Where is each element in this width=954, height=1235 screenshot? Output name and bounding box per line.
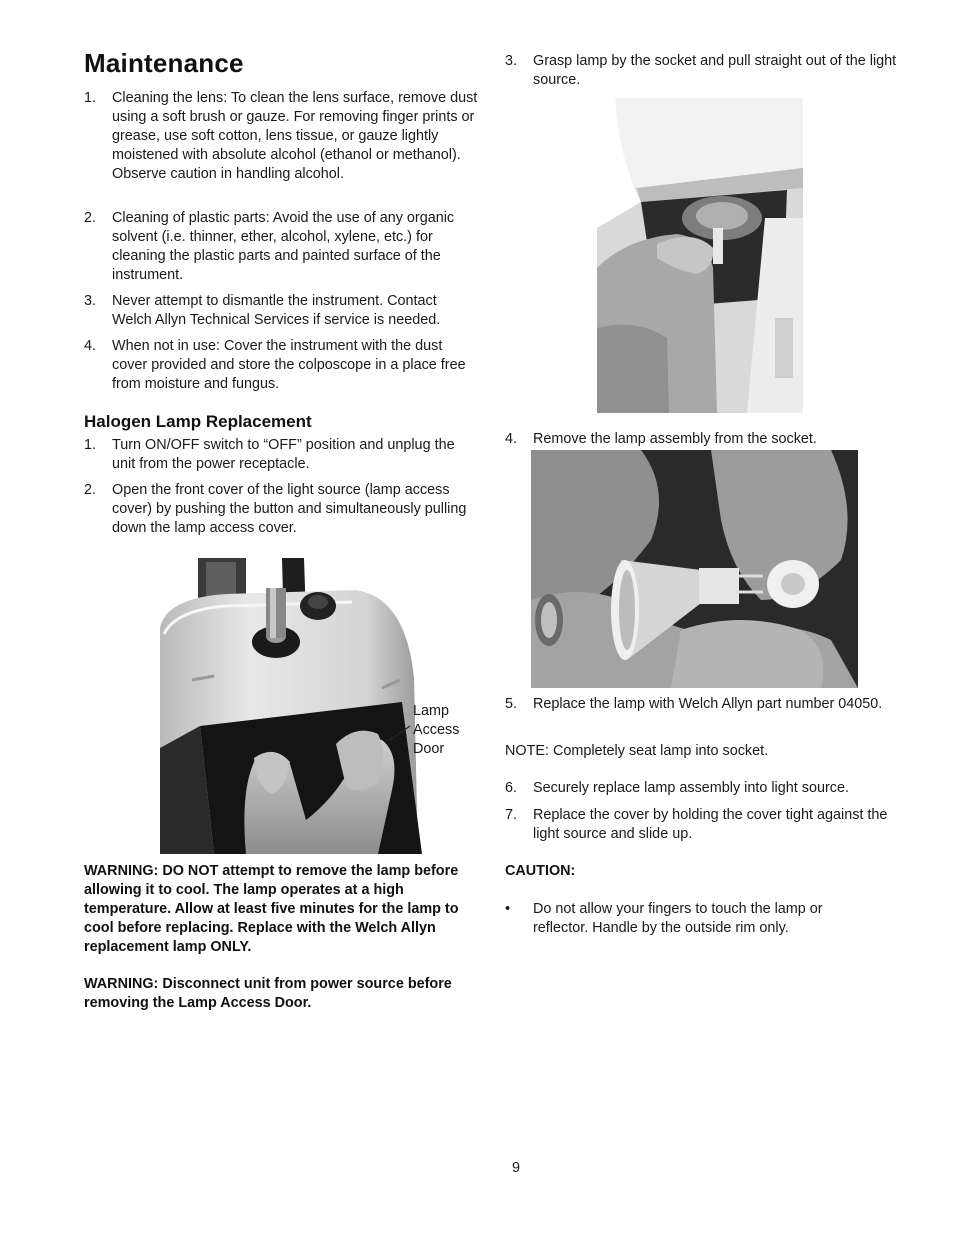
bullet-icon: • [505, 901, 511, 917]
caution-label: CAUTION: [505, 863, 576, 879]
light-source-photo [156, 558, 422, 854]
list-item-text: When not in use: Cover the instrument with the dust cover provided and store the colposcope in a place free from moisture and fungus. [112, 338, 466, 392]
warning-text: WARNING: Disconnect unit from power source before removing the Lamp Access Door. [84, 976, 452, 1011]
step-text: Remove the lamp assembly from the socket. [533, 431, 817, 447]
step-text: Open the front cover of the light source (lamp access cover) by pushing the button and simultaneously pulling down the lamp access cover. [112, 482, 467, 536]
step-number: 7. [505, 807, 518, 823]
list-item-number: 4. [84, 338, 97, 354]
list-item-number: 3. [84, 293, 97, 309]
callout-line: Door [413, 741, 445, 757]
list-item-number: 1. [84, 90, 97, 106]
step-text: Replace the lamp with Welch Allyn part number 04050. [533, 696, 883, 712]
step-text: Securely replace lamp assembly into light source. [533, 780, 849, 796]
callout-arrow-icon [384, 724, 414, 744]
callout-label [413, 702, 493, 759]
list-item-text: Cleaning the lens: To clean the lens surface, remove dust using a soft brush or gauze. For removing finger prints or grease, use soft cotton, lens tissue, or gauze lightly moistened with absolute alcohol (ethanol or methanol). Observe caution in handling alcohol. [112, 90, 478, 182]
step-text: Replace the cover by holding the cover tight against the light source and slide up. [533, 807, 888, 842]
page-number: 9 [512, 1160, 521, 1176]
note-text: NOTE: Completely seat lamp into socket. [505, 743, 769, 759]
step-number: 1. [84, 437, 97, 453]
step-number: 4. [505, 431, 518, 447]
warning-text: WARNING: DO NOT attempt to remove the lamp before allowing it to cool. The lamp operates at a high temperature. Allow at least five minutes for the lamp to cool before replacing. Replace with the Welch Allyn replacement lamp ONLY. [84, 863, 459, 955]
page-title: Maintenance [84, 48, 244, 78]
lamp-assembly-photo [531, 450, 858, 688]
list-item-text: Never attempt to dismantle the instrument. Contact Welch Allyn Technical Services if service is needed. [112, 293, 441, 328]
caution-text: Do not allow your fingers to touch the lamp or reflector. Handle by the outside rim only. [533, 901, 823, 936]
step-number: 6. [505, 780, 518, 796]
list-item-number: 2. [84, 210, 97, 226]
callout-line: Lamp [413, 703, 449, 719]
section-heading-halogen: Halogen Lamp Replacement [84, 412, 312, 431]
step-number: 3. [505, 53, 518, 69]
step-text: Grasp lamp by the socket and pull straight out of the light source. [533, 53, 897, 88]
list-item-text: Cleaning of plastic parts: Avoid the use of any organic solvent (i.e. thinner, ether, alcohol, xylene, etc.) for cleaning the plastic parts and painted surface of the instrument. [112, 210, 455, 283]
callout-line: Access [413, 722, 460, 738]
step-text: Turn ON/OFF switch to “OFF” position and unplug the unit from the power receptacle. [112, 437, 455, 472]
grasp-lamp-photo [597, 98, 803, 413]
step-number: 5. [505, 696, 518, 712]
step-number: 2. [84, 482, 97, 498]
